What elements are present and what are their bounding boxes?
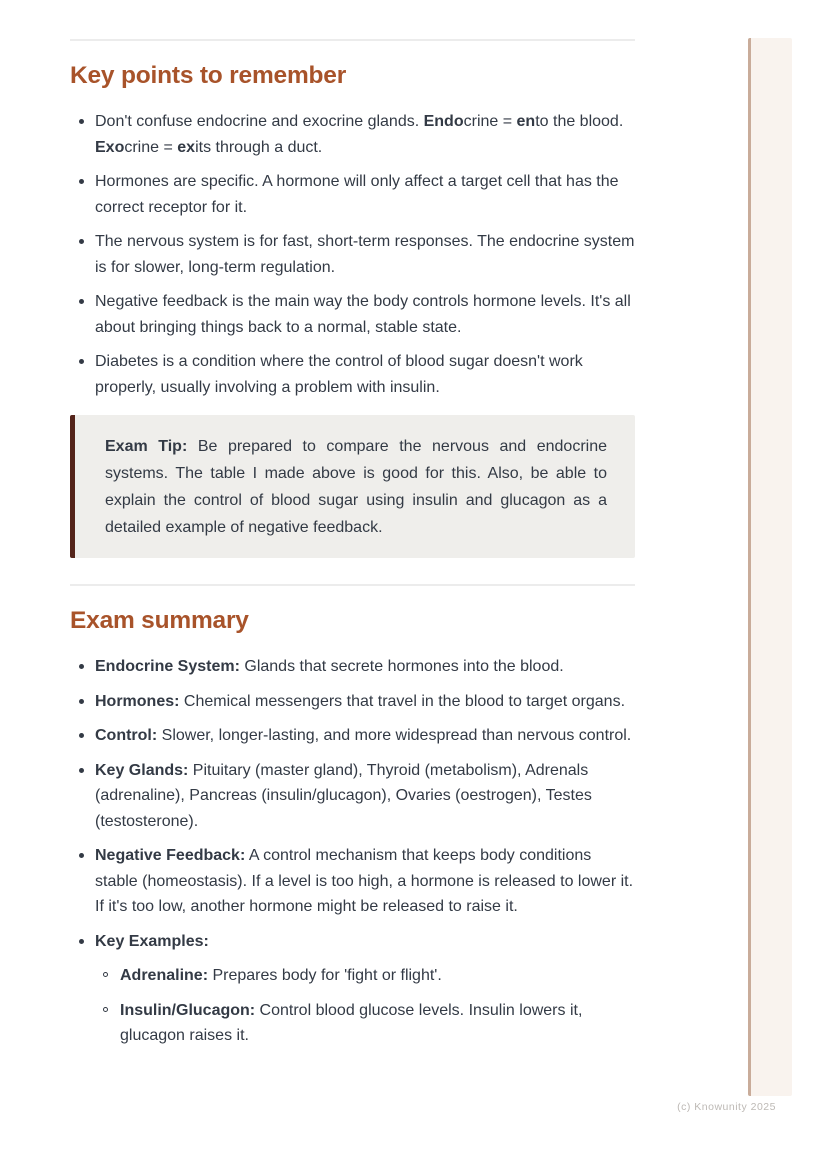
list-item-text bbox=[120, 1002, 582, 1045]
list-item bbox=[70, 289, 635, 340]
bold-text-run: Control: bbox=[95, 727, 158, 745]
text-run: Slower, longer-lasting, and more widespread than nervous control. bbox=[157, 727, 632, 745]
bold-text-run: Adrenaline: bbox=[120, 967, 209, 985]
bullet-disc-icon bbox=[79, 853, 84, 858]
text-run: Glands that secrete hormones into the blood. bbox=[239, 658, 564, 676]
list-item bbox=[70, 723, 635, 749]
bold-text-run: Key Glands: bbox=[95, 761, 189, 779]
bold-text-run: ex bbox=[177, 138, 196, 156]
list-item bbox=[70, 169, 635, 220]
bullet-disc-icon bbox=[79, 768, 84, 773]
exam-tip-callout bbox=[70, 415, 635, 558]
text-run: crine = bbox=[124, 138, 178, 156]
bullet-disc-icon bbox=[79, 939, 84, 944]
text-run: Chemical messengers that travel in the blood to target organs. bbox=[179, 692, 626, 710]
exam-summary-list bbox=[70, 654, 635, 1049]
copyright-credit: (c) Knowunity 2025 bbox=[677, 1101, 776, 1113]
list-item bbox=[95, 963, 635, 989]
list-item bbox=[70, 349, 635, 400]
bullet-disc-icon bbox=[79, 299, 84, 304]
list-item-text bbox=[95, 847, 633, 915]
text-run: crine = bbox=[463, 113, 517, 131]
bold-text-run: Endocrine System: bbox=[95, 658, 240, 676]
list-item-text bbox=[95, 293, 631, 336]
text-run: The nervous system is for fast, short-term responses. The endocrine system is for slower, long-term regulation. bbox=[95, 233, 635, 276]
text-run: Prepares body for 'fight or flight'. bbox=[208, 967, 442, 985]
bold-text-run: Exo bbox=[95, 138, 125, 156]
bullet-circle-icon bbox=[103, 1007, 108, 1012]
bullet-disc-icon bbox=[79, 359, 84, 364]
page-edge-stripe bbox=[748, 38, 792, 1096]
list-item-text bbox=[95, 933, 209, 950]
list-item-text bbox=[95, 693, 625, 710]
text-run: A control mechanism that keeps body conditions stable (homeostasis). If a level is too high, a hormone is released to lower it. If it's too low, another hormone might be released to raise it. bbox=[95, 847, 634, 916]
document-content bbox=[70, 0, 635, 1058]
bullet-disc-icon bbox=[79, 239, 84, 244]
bullet-disc-icon bbox=[79, 664, 84, 669]
list-item bbox=[95, 998, 635, 1049]
list-item-text bbox=[95, 353, 583, 396]
key-points-heading: Key points to remember bbox=[70, 62, 347, 89]
list-item-text bbox=[120, 967, 442, 984]
list-item-text bbox=[95, 658, 564, 675]
bullet-disc-icon bbox=[79, 179, 84, 184]
list-item-text bbox=[95, 173, 619, 216]
list-item bbox=[70, 843, 635, 920]
bold-text-run: en bbox=[516, 113, 536, 131]
exam-summary-heading: Exam summary bbox=[70, 607, 249, 635]
bold-text-run: Insulin/Glucagon: bbox=[120, 1001, 256, 1019]
nested-list bbox=[95, 963, 635, 1049]
list-item-text bbox=[95, 762, 592, 830]
bullet-disc-icon bbox=[79, 699, 84, 704]
bold-text-run: Hormones: bbox=[95, 692, 180, 710]
text-run: Be prepared to compare the nervous and endocrine systems. The table I made above is good for this. Also, be able to explain the control of blood sugar using insulin and glucagon as a detailed example of negative feedback. bbox=[105, 438, 608, 537]
text-run: Pituitary (master gland), Thyroid (metabolism), Adrenals (adrenaline), Pancreas (insulin/glucagon), Ovaries (oestrogen), Testes (testosterone). bbox=[95, 761, 592, 830]
bullet-disc-icon bbox=[79, 733, 84, 738]
divider bbox=[70, 584, 635, 586]
list-item bbox=[70, 229, 635, 280]
text-run: Hormones are specific. A hormone will only affect a target cell that has the correct receptor for it. bbox=[95, 173, 619, 216]
text-run: Negative feedback is the main way the body controls hormone levels. It's all about bringing things back to a normal, stable state. bbox=[95, 293, 631, 336]
bold-text-run: Key Examples: bbox=[95, 932, 209, 950]
divider bbox=[70, 39, 635, 41]
text-run: its through a duct. bbox=[195, 138, 323, 156]
text-run: Don't confuse endocrine and exocrine glands. bbox=[95, 113, 424, 131]
bullet-disc-icon bbox=[79, 119, 84, 124]
exam-tip-text bbox=[105, 433, 607, 541]
list-item bbox=[70, 758, 635, 835]
text-run: Control blood glucose levels. Insulin lowers it, glucagon raises it. bbox=[120, 1001, 583, 1045]
list-item bbox=[70, 689, 635, 715]
bullet-circle-icon bbox=[103, 972, 108, 977]
list-item-text bbox=[95, 233, 634, 276]
list-item-text bbox=[95, 727, 631, 744]
bold-text-run: Exam Tip: bbox=[105, 438, 188, 456]
bold-text-run: Endo bbox=[423, 113, 464, 131]
list-item bbox=[70, 654, 635, 680]
list-item bbox=[70, 109, 635, 160]
text-run: to the blood. bbox=[535, 113, 624, 131]
bold-text-run: Negative Feedback: bbox=[95, 847, 246, 865]
text-run: Diabetes is a condition where the control of blood sugar doesn't work properly, usually involving a problem with insulin. bbox=[95, 353, 583, 396]
key-points-list bbox=[70, 109, 635, 400]
list-item-text bbox=[95, 113, 623, 156]
list-item bbox=[70, 929, 635, 1049]
